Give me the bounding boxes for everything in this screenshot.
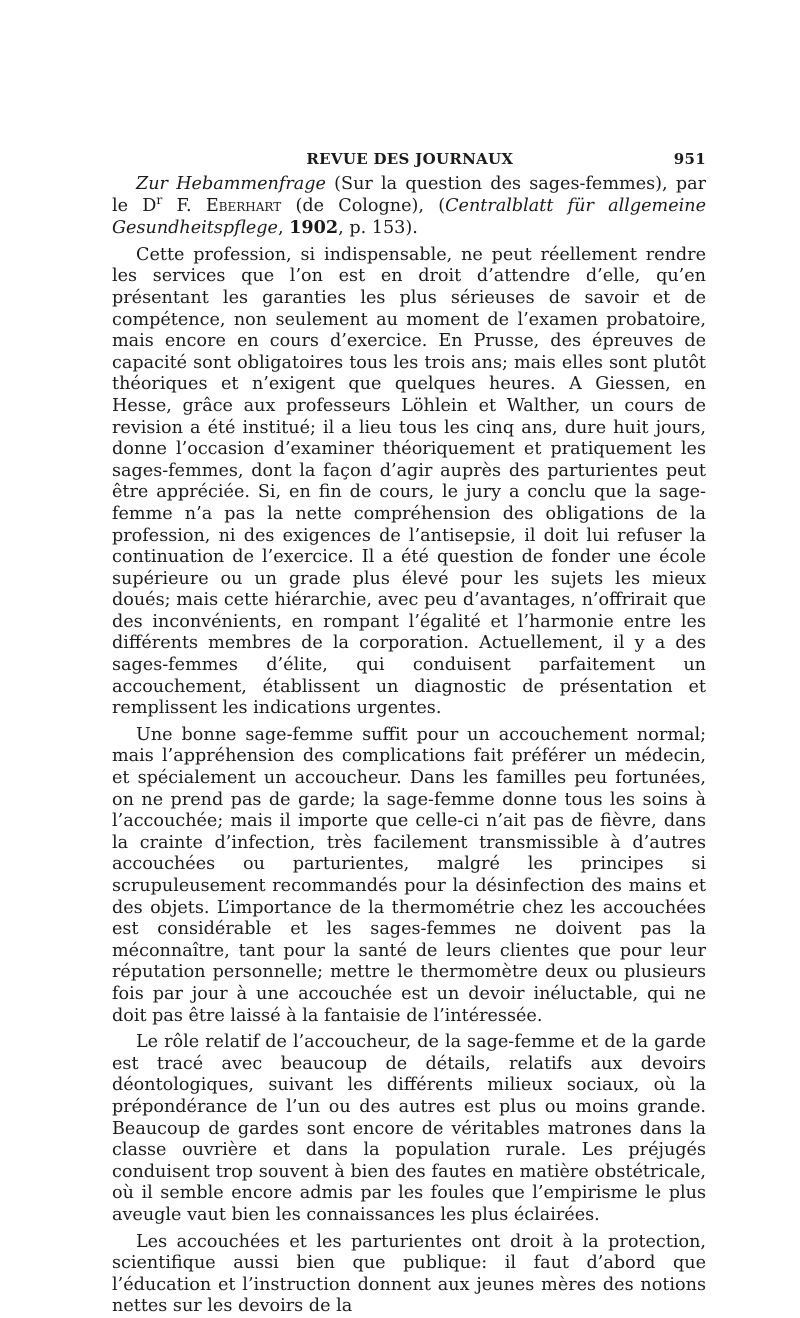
author-initial: F. (162, 195, 206, 216)
running-title: REVUE DES JOURNAUX (306, 150, 514, 168)
bibliographic-reference (112, 174, 706, 240)
year: 1902 (289, 217, 339, 239)
page-reference: , p. 153). (338, 218, 418, 239)
journal-name: Centralblatt für allgemeine Gesundheitspflege (112, 195, 706, 239)
article-title: Zur Hebammenfrage (136, 174, 326, 194)
paragraph: Les accouchées et les parturientes ont droit à la protection, scientifique aussi bien que publique: il faut d’abord que l’éducation et l’instruction donnent aux jeunes mères des notions nettes sur les devoirs de la (112, 1231, 706, 1317)
paragraph: Une bonne sage-femme suffit pour un accouchement normal; mais l’appréhension des complications fait préférer un médecin, et spécialement un accoucheur. Dans les familles peu fortunées, on ne prend pas de garde; la sage-femme donne tous les soins à l’accouchée; mais il importe que celle-ci n’ait pas de fièvre, dans la crainte d’infection, très facilement transmissible à d’autres accouchées ou parturientes, malgré les principes si scrupuleusement recommandés pour la désinfection des mains et des objets. L’importance de la thermométrie chez les accouchées est considérable et les sages-femmes ne doivent pas la méconnaître, tant pour la santé de leurs clientes que pour leur réputation personnelle; mettre le thermomètre deux ou plusieurs fois par jour à une accouchée est un devoir inéluctable, qui ne doit pas être laissé à la fantaisie de l’intéressée. (112, 724, 706, 1026)
paragraph: Cette profession, si indispensable, ne peut réellement rendre les services que l’on est en droit d’attendre d’elle, qu’en présentant les garanties les plus sérieuses de savoir et de compétence, non seulement au moment de l’examen probatoire, mais encore en cours d’exercice. En Prusse, des épreuves de capacité sont obligatoires tous les trois ans; mais elles sont plutôt théoriques et n’exigent que quelques heures. A Giessen, en Hesse, grâce aux professeurs Löhlein et Walther, un cours de revision a été institué; il a lieu tous les cinq ans, dure huit jours, donne l’occasion d’examiner théoriquement et pratiquement les sages-femmes, dont la façon d’agir auprès des parturientes peut être appréciée. Si, en fin de cours, le jury a conclu que la sage-femme n’a pas la nette compréhension des obligations de la profession, ni des exigences de l’antisepsie, il doit lui refuser la continuation de l’exercice. Il a été question de fonder une école supérieure ou un grade plus élevé pour les sujets les mieux doués; mais cette hiérarchie, avec peu d’avantages, n’offrirait que des inconvénients, en rompant l’égalité et l’harmonie entre les différents membres de la corporation. Actuellement, il y a des sages-femmes d’élite, qui conduisent parfaitement un accouchement, établissent un diagnostic de présentation et remplissent les indications urgentes. (112, 244, 706, 719)
article-subtitle: (Sur la question des sages-femmes), par le D (112, 174, 707, 216)
doctor-superscript: r (156, 192, 163, 207)
author-place: (de Cologne), ( (281, 195, 446, 216)
paragraph: Le rôle relatif de l’accoucheur, de la sage-femme et de la garde est tracé avec beaucoup de détails, relatifs aux devoirs déontologiques, suivant les différents milieux sociaux, où la prépondérance de l’un ou des autres est plus ou moins grande. Beaucoup de gardes sont encore de véritables matrones dans la classe ouvrière et dans la population rurale. Les préjugés conduisent trop souvent à bien des fautes en matière obstétricale, où il semble encore admis par les foules que l’empirisme le plus aveugle vaut bien les connaissances les plus éclairées. (112, 1032, 706, 1225)
author-name: Eberhart (205, 195, 282, 216)
page-number: 951 (673, 150, 706, 168)
year-prefix: , (277, 218, 290, 239)
article-body (112, 174, 706, 1318)
running-header (112, 150, 706, 168)
